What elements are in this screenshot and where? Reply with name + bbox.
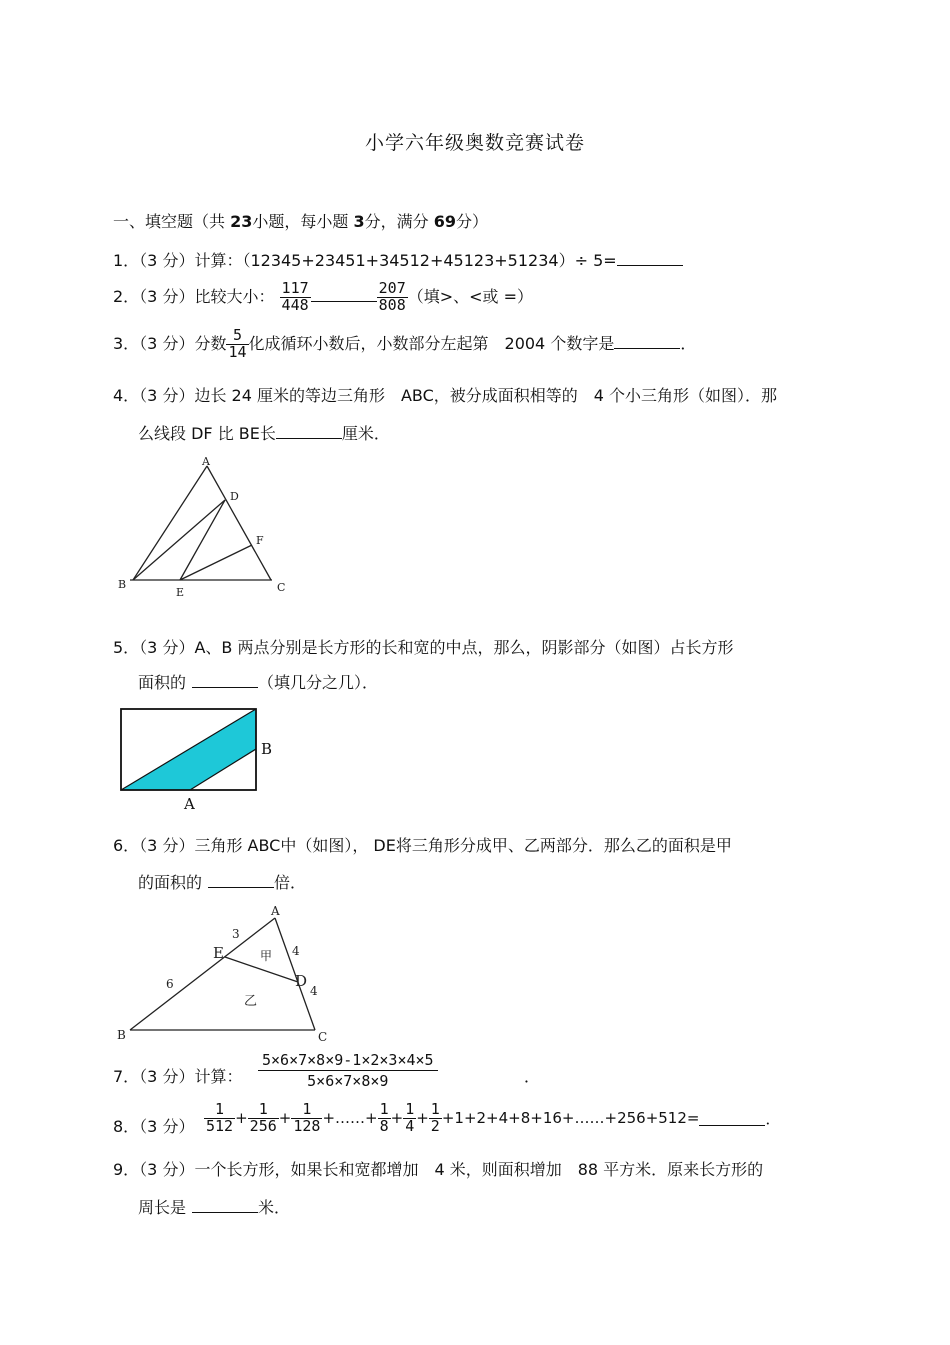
q6-text: 的面积的 — [138, 873, 203, 892]
q3-number: 3．（3 分）分数 — [113, 333, 227, 353]
fraction-1-2 — [429, 1102, 442, 1135]
answer-blank[interactable] — [276, 424, 342, 439]
q6-unit: 倍． — [274, 873, 307, 892]
q7-denominator: 5×6×7×8×9 — [258, 1070, 438, 1091]
q5-text: 面积的 — [138, 673, 187, 692]
label-d: D — [230, 490, 239, 503]
fraction-numerator: 207 — [378, 279, 406, 297]
answer-blank[interactable] — [311, 287, 377, 302]
label-a: A — [202, 455, 210, 468]
section-each: 3 — [353, 212, 365, 231]
fraction-denominator: 2 — [430, 1116, 440, 1135]
label-4-upper: 4 — [292, 944, 300, 958]
q7-end: ． — [524, 1067, 541, 1086]
segment-ef — [180, 545, 252, 580]
fraction-numerator: 1 — [379, 1100, 389, 1118]
fraction-1-128 — [291, 1102, 322, 1135]
q8-expression: $\frac{1}{512}$ + $\frac{1}{256}$ + $\frac{1}{128}$ +……+ $\frac{1}{8}$ + $\frac{1}{4}$ + $\frac{1}{2}$ +1+2+4+8+16+……+256+512= ． — [206, 1100, 781, 1135]
answer-blank[interactable] — [699, 1111, 765, 1126]
label-f: F — [256, 534, 264, 547]
triangle-abc-figure — [110, 450, 300, 605]
section-header — [113, 212, 488, 232]
question-8: 8．（3 分） — [113, 1117, 195, 1136]
question-6-line1: 6．（3 分）三角形 ABC中（如图）， DE将三角形分成甲、乙两部分．那么乙的面积是甲 — [113, 836, 732, 855]
fraction-numerator: 117 — [281, 279, 309, 297]
fraction-denominator: 256 — [249, 1116, 277, 1135]
page-title: 小学六年级奥数竞赛试卷 — [364, 132, 585, 154]
fraction-numerator: 1 — [405, 1100, 415, 1118]
label-c: C — [318, 1030, 328, 1044]
question-4-line2 — [138, 424, 390, 444]
q1-expression: （12345+23451+34512+45123+51234）÷ 5= — [242, 251, 617, 270]
q2-number: 2．（3 分）比较大小： — [113, 286, 275, 306]
fraction-numerator: 1 — [258, 1100, 268, 1118]
fraction-numerator: 1 — [430, 1100, 440, 1118]
question-3 — [113, 328, 696, 361]
label-yi: 乙 — [244, 994, 258, 1009]
fraction-denominator: 512 — [206, 1116, 234, 1135]
fraction-numerator: 5 — [232, 326, 242, 344]
section-suffix: 分） — [456, 212, 489, 231]
fraction-numerator: 1 — [302, 1100, 312, 1118]
label-6: 6 — [166, 977, 174, 991]
fraction-5-14 — [226, 328, 248, 361]
q9-unit: 米． — [258, 1198, 291, 1217]
answer-blank[interactable] — [192, 673, 258, 688]
label-a: A — [271, 904, 280, 918]
q8-tail: +1+2+4+8+16+……+256+512= — [441, 1109, 700, 1128]
label-a: A — [184, 795, 195, 813]
question-6-line2 — [138, 873, 306, 893]
fraction-denominator: 808 — [378, 295, 406, 314]
fraction-1-8 — [378, 1102, 391, 1135]
question-5-line1: 5．（3 分）A、B 两点分别是长方形的长和宽的中点，那么，阴影部分（如图）占长方形 — [113, 638, 734, 657]
side-ab — [130, 918, 275, 1030]
question-9-line2 — [138, 1198, 290, 1218]
fraction-denominator: 4 — [405, 1116, 415, 1135]
label-e: E — [176, 586, 185, 599]
q3-text: 化成循环小数后，小数部分左起第 2004 个数字是 — [248, 333, 615, 353]
fraction-1-256 — [248, 1102, 279, 1135]
answer-blank[interactable] — [208, 873, 274, 888]
q8-end: ． — [765, 1109, 781, 1128]
question-2 — [113, 281, 533, 314]
label-b: B — [117, 1028, 126, 1042]
triangle-de-figure — [110, 900, 335, 1045]
fraction-1-512 — [204, 1102, 235, 1135]
q5-note: （填几分之几）． — [258, 673, 379, 692]
fraction-117-448 — [280, 281, 311, 314]
question-4-line1: 4．（3 分）边长 24 厘米的等边三角形 ABC，被分成面积相等的 4 个小三角形（如图）．那 — [113, 386, 778, 405]
answer-blank[interactable] — [614, 334, 680, 349]
q7-fraction — [258, 1050, 438, 1091]
segment-bd — [133, 500, 225, 580]
label-4-lower: 4 — [310, 984, 318, 998]
label-3: 3 — [232, 927, 240, 941]
rectangle-figure — [112, 700, 292, 815]
section-prefix: 一、填空题（共 — [113, 212, 226, 231]
q3-end: ． — [680, 333, 697, 353]
q4-text: 么线段 DF 比 BE长 — [138, 424, 276, 443]
fraction-denominator: 448 — [281, 295, 309, 314]
q8-ellipsis: +……+ — [322, 1109, 378, 1128]
q9-text: 周长是 — [138, 1198, 187, 1217]
label-b: B — [261, 740, 273, 758]
label-b: B — [118, 578, 127, 591]
fraction-denominator: 128 — [293, 1116, 321, 1135]
segment-ed — [180, 500, 225, 580]
section-mid1: 小题，每小题 — [252, 212, 349, 231]
fraction-207-808 — [377, 281, 408, 314]
label-jia: 甲 — [260, 949, 273, 963]
section-total: 23 — [230, 212, 253, 231]
section-score: 69 — [433, 212, 456, 231]
section-mid2: 分，满分 — [364, 212, 429, 231]
fraction-1-4 — [403, 1102, 416, 1135]
answer-blank[interactable] — [617, 251, 683, 266]
q1-number: 1．（3 分）计算： — [113, 251, 243, 270]
fraction-numerator: 1 — [215, 1100, 225, 1118]
question-9-line1: 9．（3 分）一个长方形，如果长和宽都增加 4 米，则面积增加 88 平方米．原来长方形的 — [113, 1160, 764, 1179]
label-d: D — [295, 972, 308, 990]
label-c: C — [277, 581, 286, 594]
fraction-denominator: 8 — [379, 1116, 389, 1135]
label-e: E — [213, 944, 224, 962]
q2-note: （填>、<或 =） — [407, 286, 534, 306]
fraction-denominator: 14 — [228, 342, 247, 361]
question-7: 7．（3 分）计算： — [113, 1067, 243, 1086]
q7-numerator: 5×6×7×8×9-1×2×3×4×5 — [262, 1051, 434, 1069]
question-1 — [113, 251, 683, 271]
question-5-line2 — [138, 673, 378, 693]
q4-unit: 厘米． — [341, 424, 390, 443]
answer-blank[interactable] — [192, 1198, 258, 1213]
side-ab — [133, 466, 207, 580]
